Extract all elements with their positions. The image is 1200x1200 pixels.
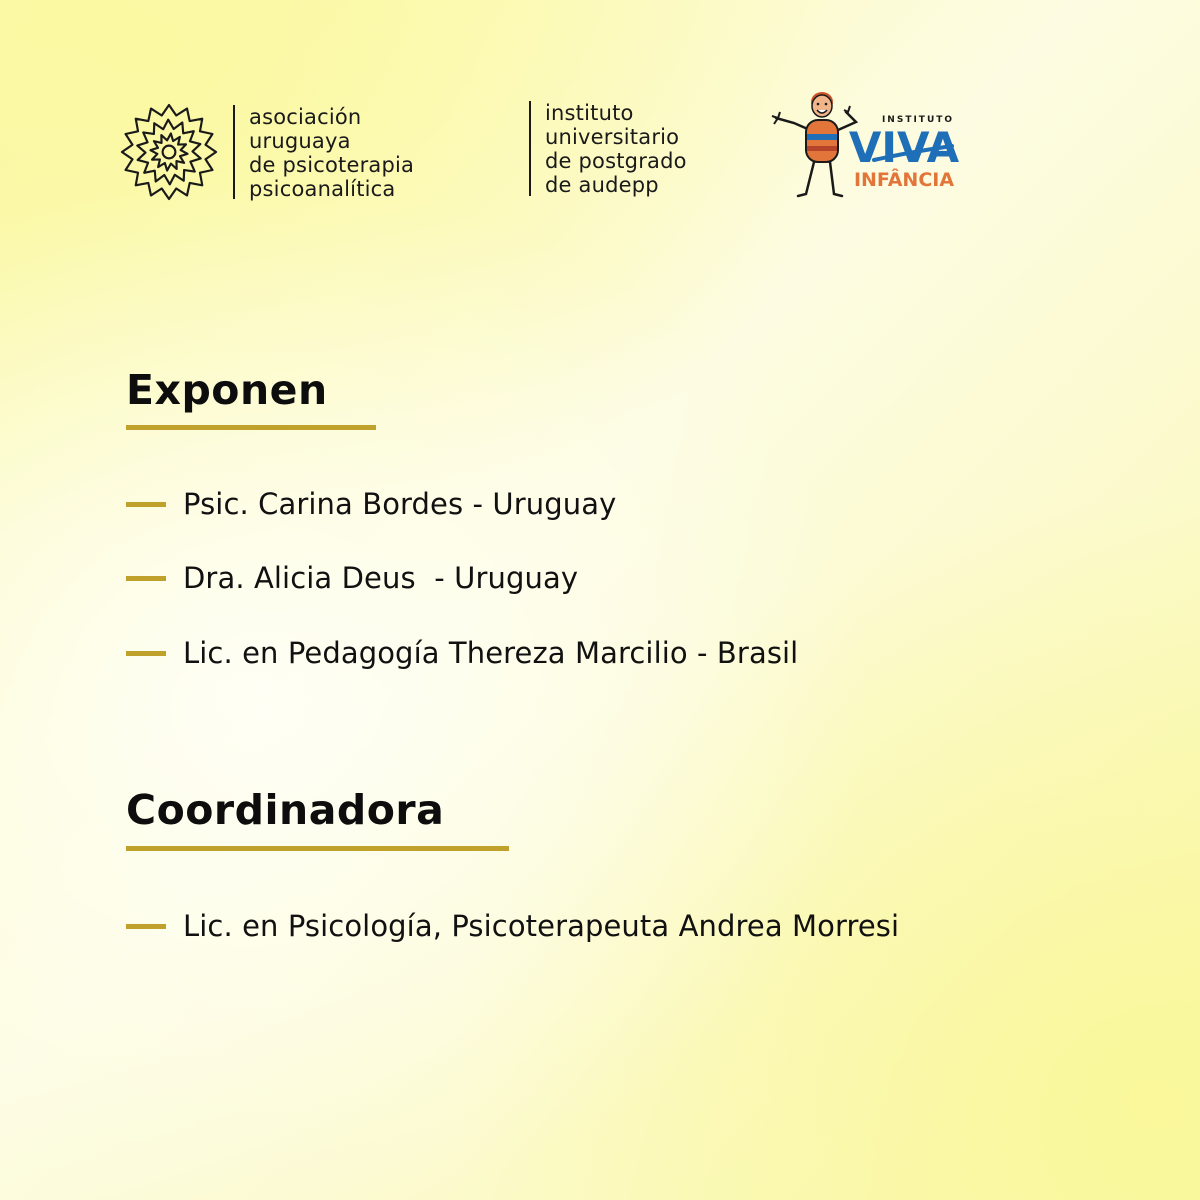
- audepp-name: [249, 105, 414, 201]
- audepp-name-line: psicoanalítica: [249, 177, 396, 201]
- logo-divider: [529, 101, 531, 196]
- speaker-name: Psic. Carina Bordes - Uruguay: [183, 487, 617, 521]
- dash-bullet-icon: [126, 576, 166, 581]
- section-underline: [126, 425, 376, 430]
- child-figure-icon: [772, 92, 856, 196]
- dash-bullet-icon: [126, 502, 166, 507]
- logo-divider: [233, 105, 235, 199]
- instituto-name-line: de audepp: [545, 173, 659, 197]
- section-underline: [126, 846, 509, 851]
- speaker-item: [126, 558, 578, 598]
- coordinator-item: [126, 906, 899, 946]
- speaker-item: [126, 484, 616, 524]
- viva-infancia-logo: [770, 88, 960, 203]
- viva-word: VIVA: [848, 123, 960, 172]
- speaker-name: Dra. Alicia Deus - Uruguay: [183, 561, 579, 595]
- coordinator-name: Lic. en Psicología, Psicoterapeuta Andrea Morresi: [183, 909, 900, 943]
- mandala-sun-icon: [120, 103, 218, 201]
- section-title-exponen: Exponen: [126, 366, 328, 414]
- section-title-coordinadora: Coordinadora: [126, 786, 445, 834]
- audepp-name-line: asociación: [249, 105, 362, 129]
- dash-bullet-icon: [126, 651, 166, 656]
- dash-bullet-icon: [126, 924, 166, 929]
- instituto-name-line: instituto: [545, 101, 634, 125]
- viva-small-label: INSTITUTO: [881, 115, 955, 125]
- audepp-name-line: uruguaya: [249, 129, 351, 153]
- logo-bar: [0, 0, 1200, 230]
- instituto-name-line: de postgrado: [545, 149, 687, 173]
- infancia-word: INFÂNCIA: [853, 169, 955, 191]
- instituto-audepp-name: [545, 101, 687, 197]
- audepp-name-line: de psicoterapia: [249, 153, 415, 177]
- speaker-name: Lic. en Pedagogía Thereza Marcilio - Brasil: [183, 636, 799, 670]
- instituto-name-line: universitario: [545, 125, 680, 149]
- speaker-item: [126, 633, 798, 673]
